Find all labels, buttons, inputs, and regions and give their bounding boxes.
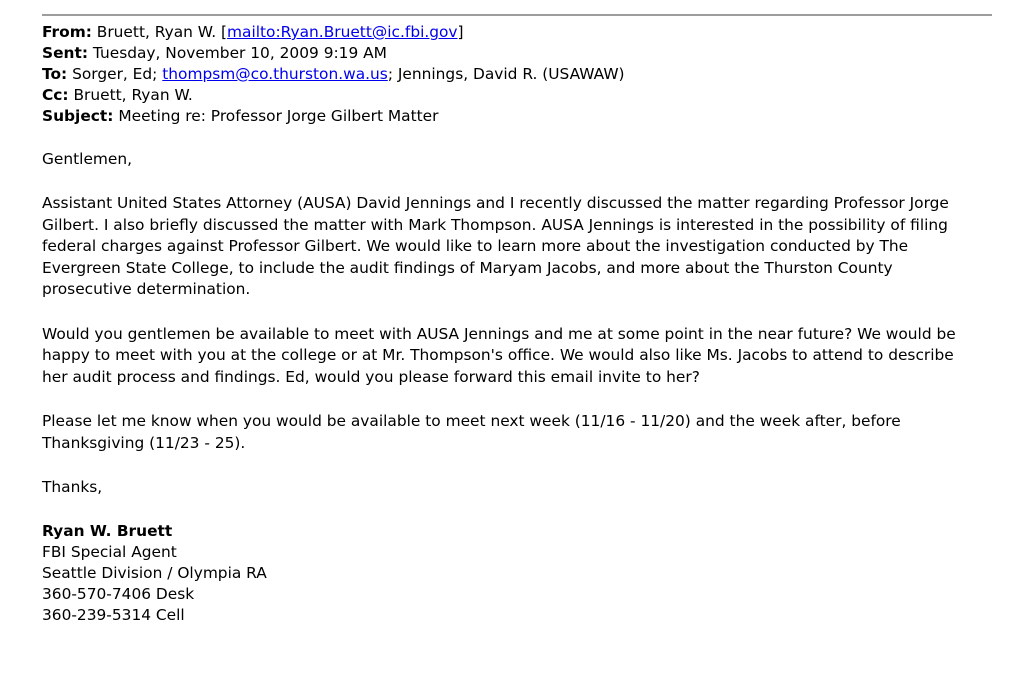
signature-office: Seattle Division / Olympia RA bbox=[42, 564, 267, 582]
paragraph-line: federal charges against Professor Gilbert. We would like to learn more about the investigation conducted by The bbox=[42, 237, 909, 255]
paragraph-line: Please let me know when you would be available to meet next week (11/16 - 11/20) and the week after, before bbox=[42, 412, 901, 430]
signature-title: FBI Special Agent bbox=[42, 543, 177, 561]
paragraph-line: prosecutive determination. bbox=[42, 280, 251, 298]
paragraph-line: Assistant United States Attorney (AUSA) David Jennings and I recently discussed the matter regarding Professor Jorge bbox=[42, 194, 949, 212]
subject-line bbox=[42, 106, 1002, 127]
paragraph-2 bbox=[42, 324, 1002, 389]
from-label: From: bbox=[42, 23, 92, 41]
to-label: To: bbox=[42, 65, 68, 83]
from-name: Bruett, Ryan W. [ bbox=[96, 23, 228, 41]
paragraph-line: happy to meet with you at the college or at Mr. Thompson's office. We would also like Ms. Jacobs to attend to describe bbox=[42, 346, 954, 364]
subject-label: Subject: bbox=[42, 107, 114, 125]
from-email-link[interactable]: mailto:Ryan.Bruett@ic.fbi.gov bbox=[227, 23, 458, 41]
paragraph-1 bbox=[42, 193, 1002, 301]
paragraph-line: Gilbert. I also briefly discussed the matter with Mark Thompson. AUSA Jennings is interested in the possibility of filing bbox=[42, 215, 948, 234]
paragraph-3 bbox=[42, 411, 1002, 454]
signature-name: Ryan W. Bruett bbox=[42, 522, 173, 540]
to-suffix: ; Jennings, David R. (USAWAW) bbox=[387, 65, 625, 83]
cc-line bbox=[42, 85, 1002, 106]
signature-desk-phone: 360-570-7406 Desk bbox=[42, 585, 195, 603]
to-prefix: Sorger, Ed; bbox=[72, 65, 163, 83]
signature-block bbox=[42, 521, 1002, 626]
paragraph-line: Evergreen State College, to include the audit findings of Maryam Jacobs, and more about the Thurston County bbox=[42, 258, 893, 277]
header-divider bbox=[42, 14, 992, 16]
greeting: Gentlemen, bbox=[42, 150, 133, 168]
cc-label: Cc: bbox=[42, 86, 69, 104]
sent-label: Sent: bbox=[42, 44, 88, 62]
sent-value: Tuesday, November 10, 2009 9:19 AM bbox=[92, 44, 387, 62]
to-line bbox=[42, 64, 1002, 85]
paragraph-line: Thanksgiving (11/23 - 25). bbox=[42, 433, 246, 452]
paragraph-line: Would you gentlemen be available to meet with AUSA Jennings and me at some point in the near future? We would be bbox=[42, 324, 956, 343]
sent-line bbox=[42, 43, 1002, 64]
from-line bbox=[42, 22, 1002, 43]
to-email-link[interactable]: thompsm@co.thurston.wa.us bbox=[162, 65, 388, 83]
paragraph-line: her audit process and findings. Ed, would you please forward this email invite to her? bbox=[42, 367, 700, 386]
signature-cell-phone: 360-239-5314 Cell bbox=[42, 606, 185, 624]
from-suffix: ] bbox=[457, 23, 464, 41]
cc-value: Bruett, Ryan W. bbox=[73, 86, 193, 104]
subject-value: Meeting re: Professor Jorge Gilbert Matter bbox=[118, 107, 439, 125]
closing: Thanks, bbox=[42, 478, 103, 496]
email-document bbox=[42, 14, 1002, 626]
